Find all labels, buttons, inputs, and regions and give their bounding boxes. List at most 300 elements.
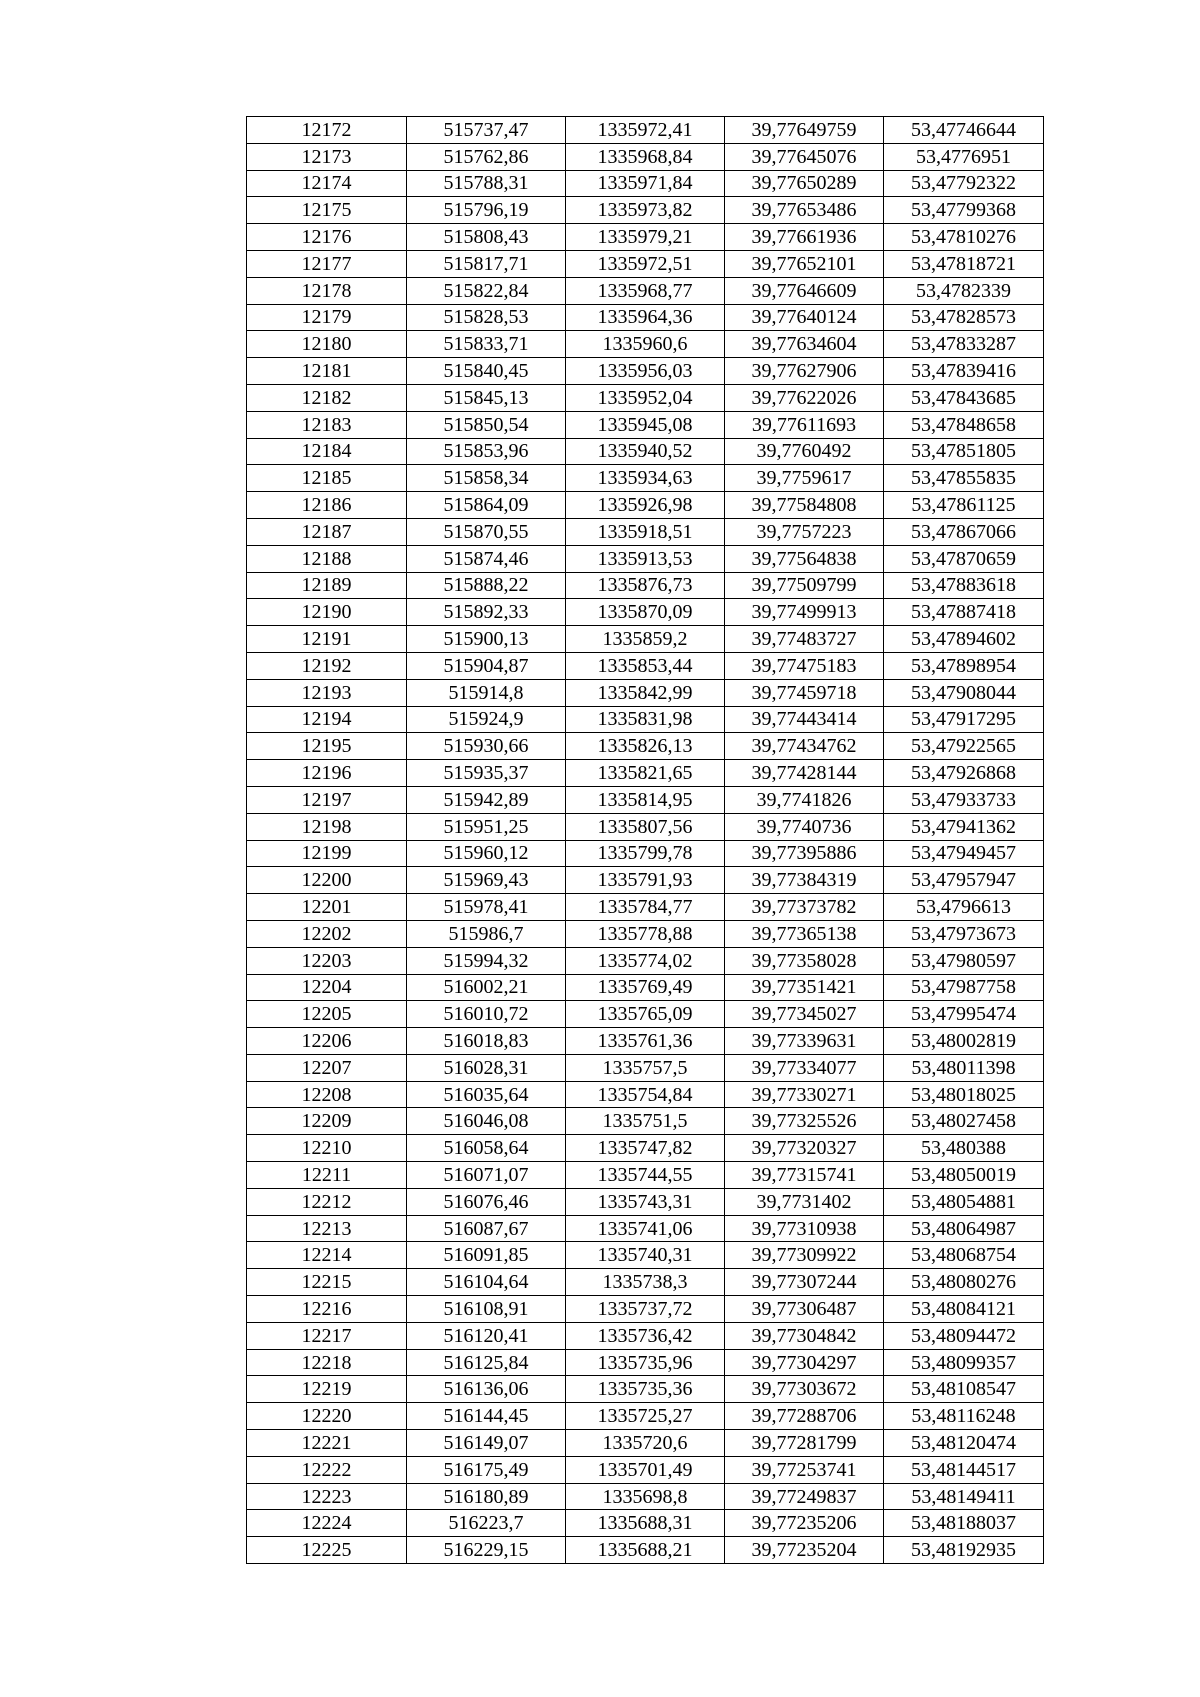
x-coordinate-cell: 515888,22 xyxy=(407,572,566,599)
y-coordinate-cell: 1335743,31 xyxy=(566,1188,725,1215)
x-coordinate-cell: 515994,32 xyxy=(407,947,566,974)
longitude-cell: 39,77345027 xyxy=(725,1001,884,1028)
point-number-cell: 12223 xyxy=(247,1483,407,1510)
x-coordinate-cell: 515914,8 xyxy=(407,679,566,706)
point-number-cell: 12190 xyxy=(247,599,407,626)
table-row xyxy=(247,411,1044,438)
point-number-cell: 12219 xyxy=(247,1376,407,1403)
x-coordinate-cell: 516028,31 xyxy=(407,1054,566,1081)
longitude-cell: 39,77564838 xyxy=(725,545,884,572)
x-coordinate-cell: 516144,45 xyxy=(407,1403,566,1430)
longitude-cell: 39,77235204 xyxy=(725,1537,884,1564)
longitude-cell: 39,77310938 xyxy=(725,1215,884,1242)
latitude-cell: 53,47917295 xyxy=(884,706,1044,733)
latitude-cell: 53,47818721 xyxy=(884,250,1044,277)
longitude-cell: 39,7760492 xyxy=(725,438,884,465)
table-row xyxy=(247,1135,1044,1162)
longitude-cell: 39,77483727 xyxy=(725,626,884,653)
longitude-cell: 39,77652101 xyxy=(725,250,884,277)
y-coordinate-cell: 1335778,88 xyxy=(566,920,725,947)
x-coordinate-cell: 515845,13 xyxy=(407,384,566,411)
table-row xyxy=(247,1430,1044,1457)
x-coordinate-cell: 515817,71 xyxy=(407,250,566,277)
point-number-cell: 12192 xyxy=(247,652,407,679)
latitude-cell: 53,47898954 xyxy=(884,652,1044,679)
point-number-cell: 12215 xyxy=(247,1269,407,1296)
x-coordinate-cell: 515930,66 xyxy=(407,733,566,760)
longitude-cell: 39,77307244 xyxy=(725,1269,884,1296)
y-coordinate-cell: 1335769,49 xyxy=(566,974,725,1001)
latitude-cell: 53,4776951 xyxy=(884,143,1044,170)
x-coordinate-cell: 515874,46 xyxy=(407,545,566,572)
latitude-cell: 53,47908044 xyxy=(884,679,1044,706)
longitude-cell: 39,77653486 xyxy=(725,197,884,224)
table-row xyxy=(247,867,1044,894)
latitude-cell: 53,47926868 xyxy=(884,760,1044,787)
longitude-cell: 39,77509799 xyxy=(725,572,884,599)
point-number-cell: 12224 xyxy=(247,1510,407,1537)
y-coordinate-cell: 1335826,13 xyxy=(566,733,725,760)
point-number-cell: 12177 xyxy=(247,250,407,277)
longitude-cell: 39,77584808 xyxy=(725,492,884,519)
x-coordinate-cell: 515942,89 xyxy=(407,786,566,813)
latitude-cell: 53,4796613 xyxy=(884,894,1044,921)
y-coordinate-cell: 1335765,09 xyxy=(566,1001,725,1028)
point-number-cell: 12225 xyxy=(247,1537,407,1564)
x-coordinate-cell: 516091,85 xyxy=(407,1242,566,1269)
table-row xyxy=(247,358,1044,385)
latitude-cell: 53,47987758 xyxy=(884,974,1044,1001)
y-coordinate-cell: 1335737,72 xyxy=(566,1296,725,1323)
x-coordinate-cell: 516180,89 xyxy=(407,1483,566,1510)
table-row xyxy=(247,626,1044,653)
latitude-cell: 53,47839416 xyxy=(884,358,1044,385)
longitude-cell: 39,77499913 xyxy=(725,599,884,626)
x-coordinate-cell: 516223,7 xyxy=(407,1510,566,1537)
longitude-cell: 39,77649759 xyxy=(725,117,884,144)
table-row xyxy=(247,813,1044,840)
table-row xyxy=(247,1456,1044,1483)
y-coordinate-cell: 1335735,36 xyxy=(566,1376,725,1403)
longitude-cell: 39,77661936 xyxy=(725,224,884,251)
longitude-cell: 39,77281799 xyxy=(725,1430,884,1457)
latitude-cell: 53,47861125 xyxy=(884,492,1044,519)
latitude-cell: 53,48050019 xyxy=(884,1162,1044,1189)
y-coordinate-cell: 1335751,5 xyxy=(566,1108,725,1135)
point-number-cell: 12220 xyxy=(247,1403,407,1430)
y-coordinate-cell: 1335774,02 xyxy=(566,947,725,974)
longitude-cell: 39,77325526 xyxy=(725,1108,884,1135)
point-number-cell: 12174 xyxy=(247,170,407,197)
latitude-cell: 53,48084121 xyxy=(884,1296,1044,1323)
longitude-cell: 39,77640124 xyxy=(725,304,884,331)
table-row xyxy=(247,1081,1044,1108)
x-coordinate-cell: 515900,13 xyxy=(407,626,566,653)
table-row xyxy=(247,733,1044,760)
x-coordinate-cell: 515951,25 xyxy=(407,813,566,840)
x-coordinate-cell: 516149,07 xyxy=(407,1430,566,1457)
table-row xyxy=(247,1162,1044,1189)
point-number-cell: 12209 xyxy=(247,1108,407,1135)
longitude-cell: 39,77459718 xyxy=(725,679,884,706)
table-row xyxy=(247,679,1044,706)
y-coordinate-cell: 1335973,82 xyxy=(566,197,725,224)
y-coordinate-cell: 1335968,84 xyxy=(566,143,725,170)
longitude-cell: 39,77330271 xyxy=(725,1081,884,1108)
table-row xyxy=(247,384,1044,411)
point-number-cell: 12184 xyxy=(247,438,407,465)
coordinate-table-body xyxy=(247,117,1044,1564)
y-coordinate-cell: 1335876,73 xyxy=(566,572,725,599)
longitude-cell: 39,77634604 xyxy=(725,331,884,358)
y-coordinate-cell: 1335842,99 xyxy=(566,679,725,706)
x-coordinate-cell: 515978,41 xyxy=(407,894,566,921)
x-coordinate-cell: 515986,7 xyxy=(407,920,566,947)
longitude-cell: 39,77646609 xyxy=(725,277,884,304)
table-row xyxy=(247,572,1044,599)
point-number-cell: 12210 xyxy=(247,1135,407,1162)
latitude-cell: 53,47883618 xyxy=(884,572,1044,599)
y-coordinate-cell: 1335791,93 xyxy=(566,867,725,894)
table-row xyxy=(247,465,1044,492)
point-number-cell: 12204 xyxy=(247,974,407,1001)
latitude-cell: 53,47799368 xyxy=(884,197,1044,224)
y-coordinate-cell: 1335968,77 xyxy=(566,277,725,304)
table-row xyxy=(247,1215,1044,1242)
y-coordinate-cell: 1335814,95 xyxy=(566,786,725,813)
point-number-cell: 12198 xyxy=(247,813,407,840)
x-coordinate-cell: 516046,08 xyxy=(407,1108,566,1135)
y-coordinate-cell: 1335807,56 xyxy=(566,813,725,840)
point-number-cell: 12185 xyxy=(247,465,407,492)
latitude-cell: 53,480388 xyxy=(884,1135,1044,1162)
y-coordinate-cell: 1335754,84 xyxy=(566,1081,725,1108)
x-coordinate-cell: 515892,33 xyxy=(407,599,566,626)
point-number-cell: 12187 xyxy=(247,518,407,545)
x-coordinate-cell: 515858,34 xyxy=(407,465,566,492)
x-coordinate-cell: 515935,37 xyxy=(407,760,566,787)
table-row xyxy=(247,250,1044,277)
table-row xyxy=(247,1376,1044,1403)
table-row xyxy=(247,706,1044,733)
longitude-cell: 39,77365138 xyxy=(725,920,884,947)
longitude-cell: 39,77395886 xyxy=(725,840,884,867)
longitude-cell: 39,77304297 xyxy=(725,1349,884,1376)
longitude-cell: 39,77235206 xyxy=(725,1510,884,1537)
x-coordinate-cell: 516108,91 xyxy=(407,1296,566,1323)
point-number-cell: 12180 xyxy=(247,331,407,358)
x-coordinate-cell: 515737,47 xyxy=(407,117,566,144)
y-coordinate-cell: 1335870,09 xyxy=(566,599,725,626)
y-coordinate-cell: 1335960,6 xyxy=(566,331,725,358)
table-row xyxy=(247,1296,1044,1323)
y-coordinate-cell: 1335934,63 xyxy=(566,465,725,492)
point-number-cell: 12200 xyxy=(247,867,407,894)
table-row xyxy=(247,1054,1044,1081)
x-coordinate-cell: 515969,43 xyxy=(407,867,566,894)
latitude-cell: 53,47941362 xyxy=(884,813,1044,840)
x-coordinate-cell: 516229,15 xyxy=(407,1537,566,1564)
y-coordinate-cell: 1335821,65 xyxy=(566,760,725,787)
point-number-cell: 12217 xyxy=(247,1322,407,1349)
longitude-cell: 39,77650289 xyxy=(725,170,884,197)
y-coordinate-cell: 1335741,06 xyxy=(566,1215,725,1242)
latitude-cell: 53,48027458 xyxy=(884,1108,1044,1135)
longitude-cell: 39,77351421 xyxy=(725,974,884,1001)
point-number-cell: 12189 xyxy=(247,572,407,599)
x-coordinate-cell: 515853,96 xyxy=(407,438,566,465)
latitude-cell: 53,47848658 xyxy=(884,411,1044,438)
table-row xyxy=(247,1349,1044,1376)
longitude-cell: 39,77622026 xyxy=(725,384,884,411)
latitude-cell: 53,48080276 xyxy=(884,1269,1044,1296)
latitude-cell: 53,47843685 xyxy=(884,384,1044,411)
longitude-cell: 39,77611693 xyxy=(725,411,884,438)
x-coordinate-cell: 516071,07 xyxy=(407,1162,566,1189)
point-number-cell: 12213 xyxy=(247,1215,407,1242)
longitude-cell: 39,77645076 xyxy=(725,143,884,170)
latitude-cell: 53,48144517 xyxy=(884,1456,1044,1483)
table-row xyxy=(247,947,1044,974)
point-number-cell: 12199 xyxy=(247,840,407,867)
table-row xyxy=(247,304,1044,331)
longitude-cell: 39,77303672 xyxy=(725,1376,884,1403)
longitude-cell: 39,77304842 xyxy=(725,1322,884,1349)
table-row xyxy=(247,197,1044,224)
table-row xyxy=(247,652,1044,679)
y-coordinate-cell: 1335979,21 xyxy=(566,224,725,251)
longitude-cell: 39,77334077 xyxy=(725,1054,884,1081)
point-number-cell: 12214 xyxy=(247,1242,407,1269)
point-number-cell: 12191 xyxy=(247,626,407,653)
point-number-cell: 12212 xyxy=(247,1188,407,1215)
point-number-cell: 12206 xyxy=(247,1028,407,1055)
table-row xyxy=(247,331,1044,358)
longitude-cell: 39,7741826 xyxy=(725,786,884,813)
longitude-cell: 39,77384319 xyxy=(725,867,884,894)
latitude-cell: 53,47973673 xyxy=(884,920,1044,947)
y-coordinate-cell: 1335688,31 xyxy=(566,1510,725,1537)
latitude-cell: 53,47922565 xyxy=(884,733,1044,760)
longitude-cell: 39,7740736 xyxy=(725,813,884,840)
table-row xyxy=(247,1322,1044,1349)
table-row xyxy=(247,518,1044,545)
latitude-cell: 53,47887418 xyxy=(884,599,1044,626)
point-number-cell: 12211 xyxy=(247,1162,407,1189)
x-coordinate-cell: 516087,67 xyxy=(407,1215,566,1242)
point-number-cell: 12205 xyxy=(247,1001,407,1028)
latitude-cell: 53,48099357 xyxy=(884,1349,1044,1376)
table-row xyxy=(247,1108,1044,1135)
y-coordinate-cell: 1335918,51 xyxy=(566,518,725,545)
longitude-cell: 39,77249837 xyxy=(725,1483,884,1510)
point-number-cell: 12179 xyxy=(247,304,407,331)
y-coordinate-cell: 1335972,51 xyxy=(566,250,725,277)
y-coordinate-cell: 1335747,82 xyxy=(566,1135,725,1162)
point-number-cell: 12197 xyxy=(247,786,407,813)
point-number-cell: 12202 xyxy=(247,920,407,947)
table-row xyxy=(247,170,1044,197)
point-number-cell: 12181 xyxy=(247,358,407,385)
latitude-cell: 53,47851805 xyxy=(884,438,1044,465)
longitude-cell: 39,77253741 xyxy=(725,1456,884,1483)
x-coordinate-cell: 516125,84 xyxy=(407,1349,566,1376)
x-coordinate-cell: 515960,12 xyxy=(407,840,566,867)
x-coordinate-cell: 516175,49 xyxy=(407,1456,566,1483)
point-number-cell: 12208 xyxy=(247,1081,407,1108)
longitude-cell: 39,77339631 xyxy=(725,1028,884,1055)
point-number-cell: 12207 xyxy=(247,1054,407,1081)
point-number-cell: 12186 xyxy=(247,492,407,519)
x-coordinate-cell: 515833,71 xyxy=(407,331,566,358)
point-number-cell: 12183 xyxy=(247,411,407,438)
point-number-cell: 12221 xyxy=(247,1430,407,1457)
table-row xyxy=(247,545,1044,572)
y-coordinate-cell: 1335736,42 xyxy=(566,1322,725,1349)
point-number-cell: 12193 xyxy=(247,679,407,706)
y-coordinate-cell: 1335971,84 xyxy=(566,170,725,197)
table-row xyxy=(247,117,1044,144)
longitude-cell: 39,77627906 xyxy=(725,358,884,385)
point-number-cell: 12201 xyxy=(247,894,407,921)
y-coordinate-cell: 1335701,49 xyxy=(566,1456,725,1483)
x-coordinate-cell: 515796,19 xyxy=(407,197,566,224)
longitude-cell: 39,77428144 xyxy=(725,760,884,787)
latitude-cell: 53,48188037 xyxy=(884,1510,1044,1537)
x-coordinate-cell: 515870,55 xyxy=(407,518,566,545)
point-number-cell: 12172 xyxy=(247,117,407,144)
latitude-cell: 53,47995474 xyxy=(884,1001,1044,1028)
longitude-cell: 39,77358028 xyxy=(725,947,884,974)
y-coordinate-cell: 1335744,55 xyxy=(566,1162,725,1189)
y-coordinate-cell: 1335735,96 xyxy=(566,1349,725,1376)
x-coordinate-cell: 516058,64 xyxy=(407,1135,566,1162)
latitude-cell: 53,47894602 xyxy=(884,626,1044,653)
y-coordinate-cell: 1335853,44 xyxy=(566,652,725,679)
table-row xyxy=(247,920,1044,947)
y-coordinate-cell: 1335964,36 xyxy=(566,304,725,331)
y-coordinate-cell: 1335688,21 xyxy=(566,1537,725,1564)
table-row xyxy=(247,143,1044,170)
latitude-cell: 53,48149411 xyxy=(884,1483,1044,1510)
x-coordinate-cell: 515828,53 xyxy=(407,304,566,331)
x-coordinate-cell: 515788,31 xyxy=(407,170,566,197)
y-coordinate-cell: 1335698,8 xyxy=(566,1483,725,1510)
latitude-cell: 53,48068754 xyxy=(884,1242,1044,1269)
longitude-cell: 39,77320327 xyxy=(725,1135,884,1162)
latitude-cell: 53,47810276 xyxy=(884,224,1044,251)
point-number-cell: 12195 xyxy=(247,733,407,760)
x-coordinate-cell: 516035,64 xyxy=(407,1081,566,1108)
table-row xyxy=(247,1242,1044,1269)
latitude-cell: 53,47980597 xyxy=(884,947,1044,974)
point-number-cell: 12178 xyxy=(247,277,407,304)
x-coordinate-cell: 516010,72 xyxy=(407,1001,566,1028)
point-number-cell: 12175 xyxy=(247,197,407,224)
latitude-cell: 53,47867066 xyxy=(884,518,1044,545)
latitude-cell: 53,48116248 xyxy=(884,1403,1044,1430)
table-row xyxy=(247,974,1044,1001)
latitude-cell: 53,48192935 xyxy=(884,1537,1044,1564)
x-coordinate-cell: 516136,06 xyxy=(407,1376,566,1403)
point-number-cell: 12182 xyxy=(247,384,407,411)
y-coordinate-cell: 1335799,78 xyxy=(566,840,725,867)
y-coordinate-cell: 1335720,6 xyxy=(566,1430,725,1457)
table-row xyxy=(247,1403,1044,1430)
point-number-cell: 12194 xyxy=(247,706,407,733)
longitude-cell: 39,7757223 xyxy=(725,518,884,545)
y-coordinate-cell: 1335740,31 xyxy=(566,1242,725,1269)
coordinate-table xyxy=(246,116,1044,1564)
point-number-cell: 12218 xyxy=(247,1349,407,1376)
x-coordinate-cell: 515864,09 xyxy=(407,492,566,519)
longitude-cell: 39,77309922 xyxy=(725,1242,884,1269)
x-coordinate-cell: 515822,84 xyxy=(407,277,566,304)
table-row xyxy=(247,1269,1044,1296)
x-coordinate-cell: 515850,54 xyxy=(407,411,566,438)
x-coordinate-cell: 515840,45 xyxy=(407,358,566,385)
table-row xyxy=(247,1188,1044,1215)
latitude-cell: 53,47933733 xyxy=(884,786,1044,813)
table-row xyxy=(247,599,1044,626)
latitude-cell: 53,48108547 xyxy=(884,1376,1044,1403)
latitude-cell: 53,47792322 xyxy=(884,170,1044,197)
latitude-cell: 53,4782339 xyxy=(884,277,1044,304)
x-coordinate-cell: 515904,87 xyxy=(407,652,566,679)
y-coordinate-cell: 1335761,36 xyxy=(566,1028,725,1055)
longitude-cell: 39,77315741 xyxy=(725,1162,884,1189)
latitude-cell: 53,48011398 xyxy=(884,1054,1044,1081)
table-row xyxy=(247,1001,1044,1028)
point-number-cell: 12216 xyxy=(247,1296,407,1323)
latitude-cell: 53,48054881 xyxy=(884,1188,1044,1215)
latitude-cell: 53,48018025 xyxy=(884,1081,1044,1108)
x-coordinate-cell: 516120,41 xyxy=(407,1322,566,1349)
y-coordinate-cell: 1335956,03 xyxy=(566,358,725,385)
latitude-cell: 53,47855835 xyxy=(884,465,1044,492)
y-coordinate-cell: 1335784,77 xyxy=(566,894,725,921)
longitude-cell: 39,77288706 xyxy=(725,1403,884,1430)
longitude-cell: 39,77475183 xyxy=(725,652,884,679)
x-coordinate-cell: 516104,64 xyxy=(407,1269,566,1296)
table-row xyxy=(247,492,1044,519)
latitude-cell: 53,47949457 xyxy=(884,840,1044,867)
latitude-cell: 53,47833287 xyxy=(884,331,1044,358)
y-coordinate-cell: 1335738,3 xyxy=(566,1269,725,1296)
longitude-cell: 39,7759617 xyxy=(725,465,884,492)
latitude-cell: 53,48120474 xyxy=(884,1430,1044,1457)
longitude-cell: 39,77434762 xyxy=(725,733,884,760)
x-coordinate-cell: 515924,9 xyxy=(407,706,566,733)
y-coordinate-cell: 1335831,98 xyxy=(566,706,725,733)
point-number-cell: 12173 xyxy=(247,143,407,170)
latitude-cell: 53,47828573 xyxy=(884,304,1044,331)
latitude-cell: 53,48002819 xyxy=(884,1028,1044,1055)
point-number-cell: 12176 xyxy=(247,224,407,251)
y-coordinate-cell: 1335926,98 xyxy=(566,492,725,519)
table-row xyxy=(247,277,1044,304)
table-row xyxy=(247,1028,1044,1055)
y-coordinate-cell: 1335757,5 xyxy=(566,1054,725,1081)
table-row xyxy=(247,894,1044,921)
table-row xyxy=(247,438,1044,465)
point-number-cell: 12222 xyxy=(247,1456,407,1483)
point-number-cell: 12188 xyxy=(247,545,407,572)
latitude-cell: 53,47957947 xyxy=(884,867,1044,894)
table-row xyxy=(247,224,1044,251)
longitude-cell: 39,77306487 xyxy=(725,1296,884,1323)
latitude-cell: 53,48094472 xyxy=(884,1322,1044,1349)
